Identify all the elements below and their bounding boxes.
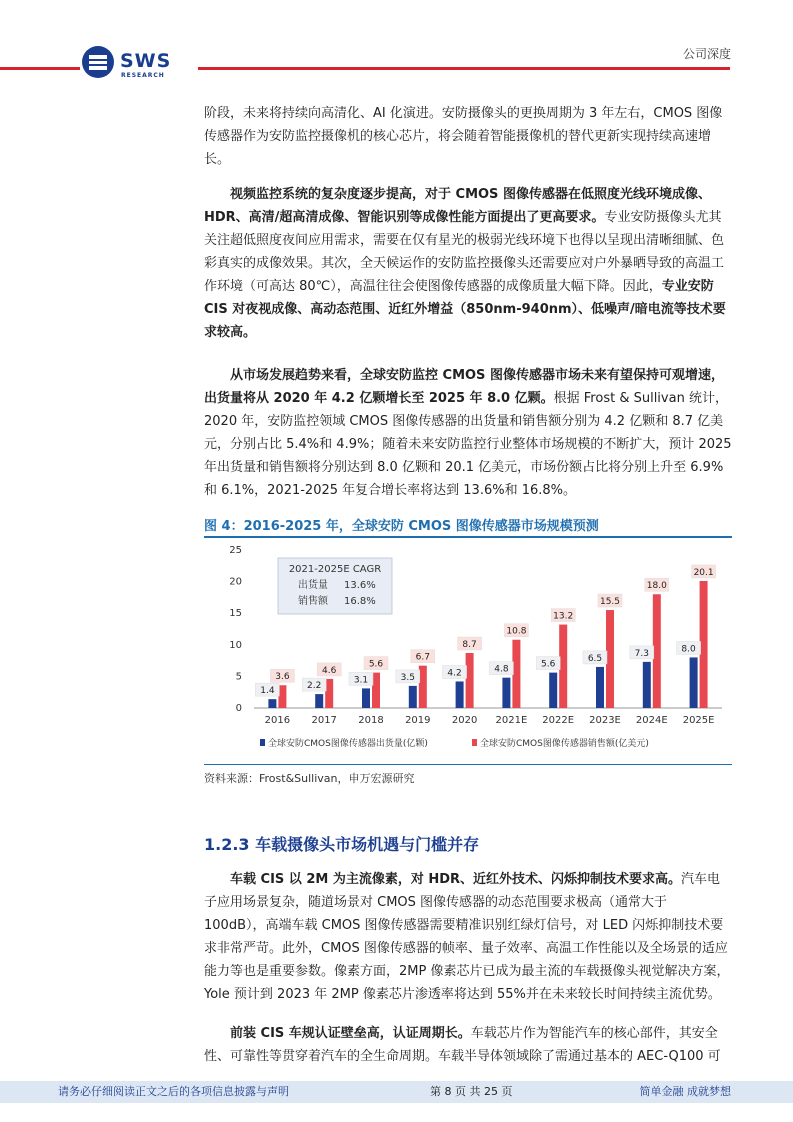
x-tick-label: 2021E xyxy=(495,715,528,726)
legend-shipment-swatch xyxy=(260,739,265,746)
x-tick-label: 2016 xyxy=(264,715,291,726)
sales-value-label: 4.6 xyxy=(322,665,337,676)
figure-rule-bottom xyxy=(204,764,732,765)
sales-value-label: 3.6 xyxy=(275,672,290,683)
shipment-value-label: 2.2 xyxy=(307,681,322,692)
cagr-row-label: 出货量 xyxy=(298,580,328,591)
shipment-bar xyxy=(690,657,698,708)
shipment-bar xyxy=(362,688,370,708)
shipment-bar xyxy=(596,667,604,708)
paragraph-5 xyxy=(204,1022,732,1068)
x-tick-label: 2023E xyxy=(589,715,621,726)
figure-source: 资料来源：Frost&Sullivan，申万宏源研究 xyxy=(204,772,415,785)
paragraph-5-bold: 前装 CIS 车规认证壁垒高，认证周期长。 xyxy=(230,1026,471,1041)
sales-value-label: 6.7 xyxy=(415,652,430,663)
y-tick-label: 10 xyxy=(229,639,242,651)
x-tick-label: 2018 xyxy=(358,715,384,726)
shipment-value-label: 8.0 xyxy=(681,644,696,655)
cagr-row-value: 16.8% xyxy=(344,596,376,607)
shipment-bar xyxy=(502,678,510,708)
shipment-bar xyxy=(409,686,417,708)
sales-value-label: 5.6 xyxy=(368,659,384,670)
logo-subtext: RESEARCH xyxy=(121,72,165,79)
sales-value-label: 8.7 xyxy=(462,640,477,651)
x-tick-label: 2019 xyxy=(405,715,431,726)
report-type-label: 公司深度 xyxy=(682,47,731,61)
paragraph-4 xyxy=(204,868,732,1006)
y-tick-label: 15 xyxy=(229,608,242,620)
y-tick-label: 25 xyxy=(229,545,242,556)
paragraph-2-text: 专业安防摄像头尤其关注超低照度夜间应用需求，需要在仅有星光的极弱光线环境下也得以呈现出清晰细腻、色彩真实的成像效果。其次，全天候运作的安防监控摄像头还需要应对户外暴晒导致的高温工作环境（可高达 80℃），高温往往会使图像传感器的成像质量大幅下降。因此， xyxy=(204,210,725,294)
cagr-title: 2021-2025E CAGR xyxy=(288,564,382,575)
shipment-bar xyxy=(268,699,276,708)
legend-shipment-label: 全球安防CMOS图像传感器出货量(亿颗) xyxy=(268,739,428,749)
shipment-sales-bar-chart xyxy=(204,540,732,762)
footer-disclaimer: 请务必仔细阅读正文之后的各项信息披露与声明 xyxy=(58,1085,289,1098)
header-rule-left xyxy=(0,67,80,70)
shipment-value-label: 1.4 xyxy=(260,686,275,697)
shipment-value-label: 7.3 xyxy=(634,648,649,659)
shipment-value-label: 5.6 xyxy=(541,659,556,670)
shipment-value-label: 4.8 xyxy=(494,664,509,675)
shipment-value-label: 3.1 xyxy=(353,675,369,686)
shipment-bar xyxy=(549,673,557,708)
x-tick-label: 2017 xyxy=(311,715,337,726)
shipment-value-label: 4.2 xyxy=(447,668,462,679)
sales-bar xyxy=(466,653,474,708)
paragraph-4-bold: 车载 CIS 以 2M 为主流像素，对 HDR、近红外技术、闪烁抑制技术要求高。 xyxy=(230,872,682,887)
shipment-value-label: 3.5 xyxy=(400,672,415,683)
legend-sales-swatch xyxy=(472,739,477,746)
y-tick-label: 5 xyxy=(235,671,242,683)
paragraph-4-text: 汽车电子应用场景复杂，随道场景对 CMOS 图像传感器的动态范围要求极高（通常大于 100dB），高端车载 CMOS 图像传感器需要精准识别红绿灯信号，对 LED 闪烁抑制技术要求非常严苛。此外，CMOS 图像传感器的帧率、量子效率、高温工作性能以及全场景的适应能力等也是重要参数。像素方面，2MP 像素芯片已成为最主流的车载摄像头视觉解决方案，Yole 预计到 2023 年 2MP 像素芯片渗透率将达到 55%并在未来较长时间持续主流优势。 xyxy=(204,872,730,1002)
paragraph-3-text: 根据 Frost & Sullivan 统计，2020 年，安防监控领域 CMOS 图像传感器的出货量和销售额分别为 4.2 亿颗和 8.7 亿美元，分别占比 5.4%和 4.9%；随着未来安防监控行业整体市场规模的不断扩大，预计 2025 年出货量和销售额将分别达到 8.0 亿颗和 20.1 亿美元，市场份额占比将分别上升至 6.9%和 6.1%，2021-2025 年复合增长率将达到 13.6%和 16.8%。 xyxy=(204,391,732,498)
sales-value-label: 15.5 xyxy=(599,597,621,608)
legend-sales-label: 全球安防CMOS图像传感器销售额(亿美元) xyxy=(480,739,649,749)
cagr-row-value: 13.6% xyxy=(344,580,376,591)
x-tick-label: 2022E xyxy=(542,715,575,726)
shipment-value-label: 6.5 xyxy=(587,653,603,664)
footer-slogan: 简单金融 成就梦想 xyxy=(639,1085,731,1098)
section-title: 1.2.3 车载摄像头市场机遇与门槛并存 xyxy=(204,835,480,854)
x-tick-label: 2020 xyxy=(451,715,478,726)
y-tick-label: 20 xyxy=(229,576,242,588)
sales-value-label: 20.1 xyxy=(693,567,714,578)
paragraph-2 xyxy=(204,183,732,344)
paragraph-2-bold: 视频监控系统的复杂度逐步提高，对于 CMOS 图像传感器在低照度光线环境成像、HDR、高清/超高清成像、智能识别等成像性能方面提出了更高要求。 xyxy=(204,187,711,225)
paragraph-3 xyxy=(204,364,732,502)
figure-rule-top xyxy=(204,536,732,538)
sales-value-label: 13.2 xyxy=(553,611,574,622)
shipment-bar xyxy=(315,694,323,708)
paragraph-3-bold: 从市场发展趋势来看，全球安防监控 CMOS 图像传感器市场未来有望保持可观增速，出货量将从 2020 年 4.2 亿颗增长至 2025 年 8.0 亿颗。 xyxy=(204,368,724,406)
shipment-bar xyxy=(456,681,464,708)
x-tick-label: 2025E xyxy=(682,715,715,726)
paragraph-1: 阶段，未来将持续向高清化、AI 化演进。安防摄像头的更换周期为 3 年左右，CMOS 图像传感器作为安防监控摄像机的核心芯片，将会随着智能摄像机的替代更新实现持续高速增长。 xyxy=(204,106,723,167)
logo-text: SWS xyxy=(120,50,172,72)
paragraph-5-text: 车载芯片作为智能汽车的核心部件，其安全性、可靠性等贯穿着汽车的全生命周期。车载半导体领域除了需通过基本的 AEC-Q100 可 xyxy=(204,1026,721,1064)
x-tick-label: 2024E xyxy=(635,715,668,726)
header-rule-right xyxy=(198,67,730,70)
y-tick-label: 0 xyxy=(235,703,242,714)
sales-value-label: 10.8 xyxy=(506,626,527,637)
sales-value-label: 18.0 xyxy=(646,581,667,592)
shipment-bar xyxy=(643,662,651,708)
cagr-row-label: 销售额 xyxy=(298,596,328,607)
figure-title: 图 4：2016-2025 年，全球安防 CMOS 图像传感器市场规模预测 xyxy=(204,519,599,534)
paragraph-2-bold-2: 专业安防 CIS 对夜视成像、高动态范围、近红外增益（850nm-940nm）、低噪声/暗电流等技术要求较高。 xyxy=(204,279,726,340)
page-number: 第 8 页 共 25 页 xyxy=(430,1085,513,1098)
